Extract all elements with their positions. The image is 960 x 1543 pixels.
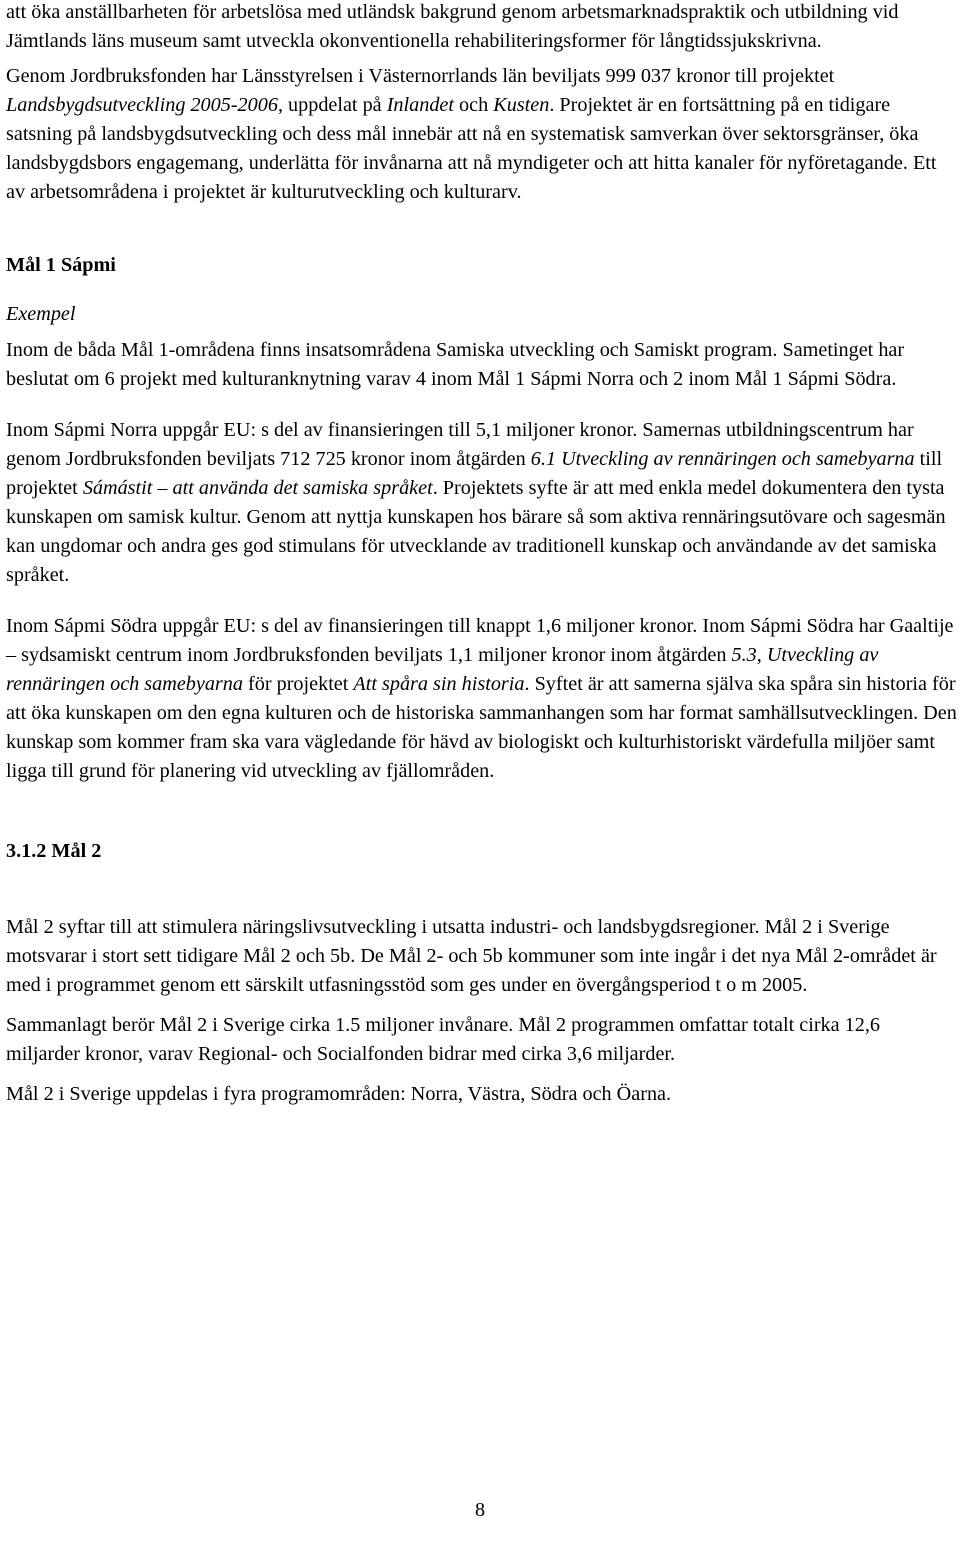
text-run: . Projektet är en fortsättning på en tidigare satsning på landsbygdsutveckling och dess mål innebär att nå en systematisk samverkan över sektorsgränser, öka landsbygdsbors engagemang, underlätta för invånarna att nå myndigeter och att hitta kanaler för nyföretagande. Ett av arbetsområdena i projektet är kulturutveckling och kulturarv. [6,94,937,203]
text-run: Inom Sápmi Södra uppgår EU: s del av finansieringen till knappt 1,6 miljoner kronor. Inom Sápmi Södra har Gaaltije – sydsamiskt centrum inom Jordbruksfonden beviljats 1,1 miljoner kronor inom åtgärden [6,615,954,666]
area-name-inlandet: Inlandet [386,94,454,116]
paragraph-sapmi-norra [6,416,958,590]
paragraph-mal2-uppdelas: Mål 2 i Sverige uppdelas i fyra programområden: Norra, Västra, Södra och Öarna. [6,1083,672,1105]
text-run: , uppdelat på [277,94,387,116]
project-name: Att spåra sin historia [353,673,525,695]
project-name: Sámástit – att använda det samiska språket [82,477,433,499]
example-label: Exempel [6,303,76,325]
text-run: till projektet [6,448,943,499]
paragraph-sapmi-sodra [6,612,958,786]
paragraph-jordbruksfonden [6,62,958,207]
paragraph-intro-continuation: att öka anställbarheten för arbetslösa med utländsk bakgrund genom arbetsmarknadspraktik och utbildning vid Jämtlands läns museum samt utveckla okonventionella rehabiliteringsformer för långtidssjukskrivna. [6,1,899,52]
text-run: för projektet [242,673,354,695]
heading-mal1-sapmi: Mål 1 Sápmi [6,254,116,276]
text-run: och [453,94,494,116]
text-run: Inom Sápmi Norra uppgår EU: s del av finansieringen till 5,1 miljoner kronor. Samernas utbildningscentrum har genom Jordbruksfonden beviljats 712 725 kronor inom åtgärden [6,419,914,470]
paragraph-mal2-sammanlagt: Sammanlagt berör Mål 2 i Sverige cirka 1.5 miljoner invånare. Mål 2 programmen omfattar totalt cirka 12,6 miljarder kronor, varav Regional- och Socialfonden bidrar med cirka 3,6 miljarder. [6,1014,880,1065]
project-name: Landsbygdsutveckling 2005-2006 [6,94,278,116]
paragraph-mal1-areas: Inom de båda Mål 1-områdena finns insatsområdena Samiska utveckling och Samiskt program. Sametinget har beslutat om 6 projekt med kulturanknytning varav 4 inom Mål 1 Sápmi Norra och 2 inom Mål 1 Sápmi Södra. [6,339,905,390]
paragraph-mal2-syftar: Mål 2 syftar till att stimulera näringslivsutveckling i utsatta industri- och landsbygdsregioner. Mål 2 i Sverige motsvarar i stort sett tidigare Mål 2 och 5b. De Mål 2- och 5b kommuner som inte ingår i det nya Mål 2-området är med i programmet genom ett särskilt utfasningsstöd som ges under en övergångsperiod t o m 2005. [6,916,937,996]
heading-mal2: 3.1.2 Mål 2 [6,840,102,862]
text-run: Genom Jordbruksfonden har Länsstyrelsen i Västernorrlands län beviljats 999 037 kronor till projektet [6,65,835,87]
area-name-kusten: Kusten [493,94,550,116]
text-run: . Projektets syfte är att med enkla medel dokumentera den tysta kunskapen om samisk kultur. Genom att nyttja kunskapen hos bärare så som aktiva rennäringsutövare och sagesmän kan ungdomar och andra ges god stimulans för utvecklande av traditionell kunskap och användande av det samiska språket. [6,477,946,586]
measure-name: 5.3, Utveckling av rennäringen och samebyarna [6,644,879,695]
measure-name: 6.1 Utveckling av rennäringen och samebyarna [530,448,915,470]
document-page [6,0,958,1109]
page-number: 8 [474,1499,486,1521]
text-run: . Syftet är att samerna själva ska spåra sin historia för att öka kunskapen om den egna kulturen och de historiska sammanhangen som har format samhällsutvecklingen. Den kunskap som kommer fram ska vara vägledande för hävd av biologiskt och kulturhistoriskt värdefulla miljöer samt ligga till grund för planering vid utveckling av fjällområden. [6,673,957,782]
